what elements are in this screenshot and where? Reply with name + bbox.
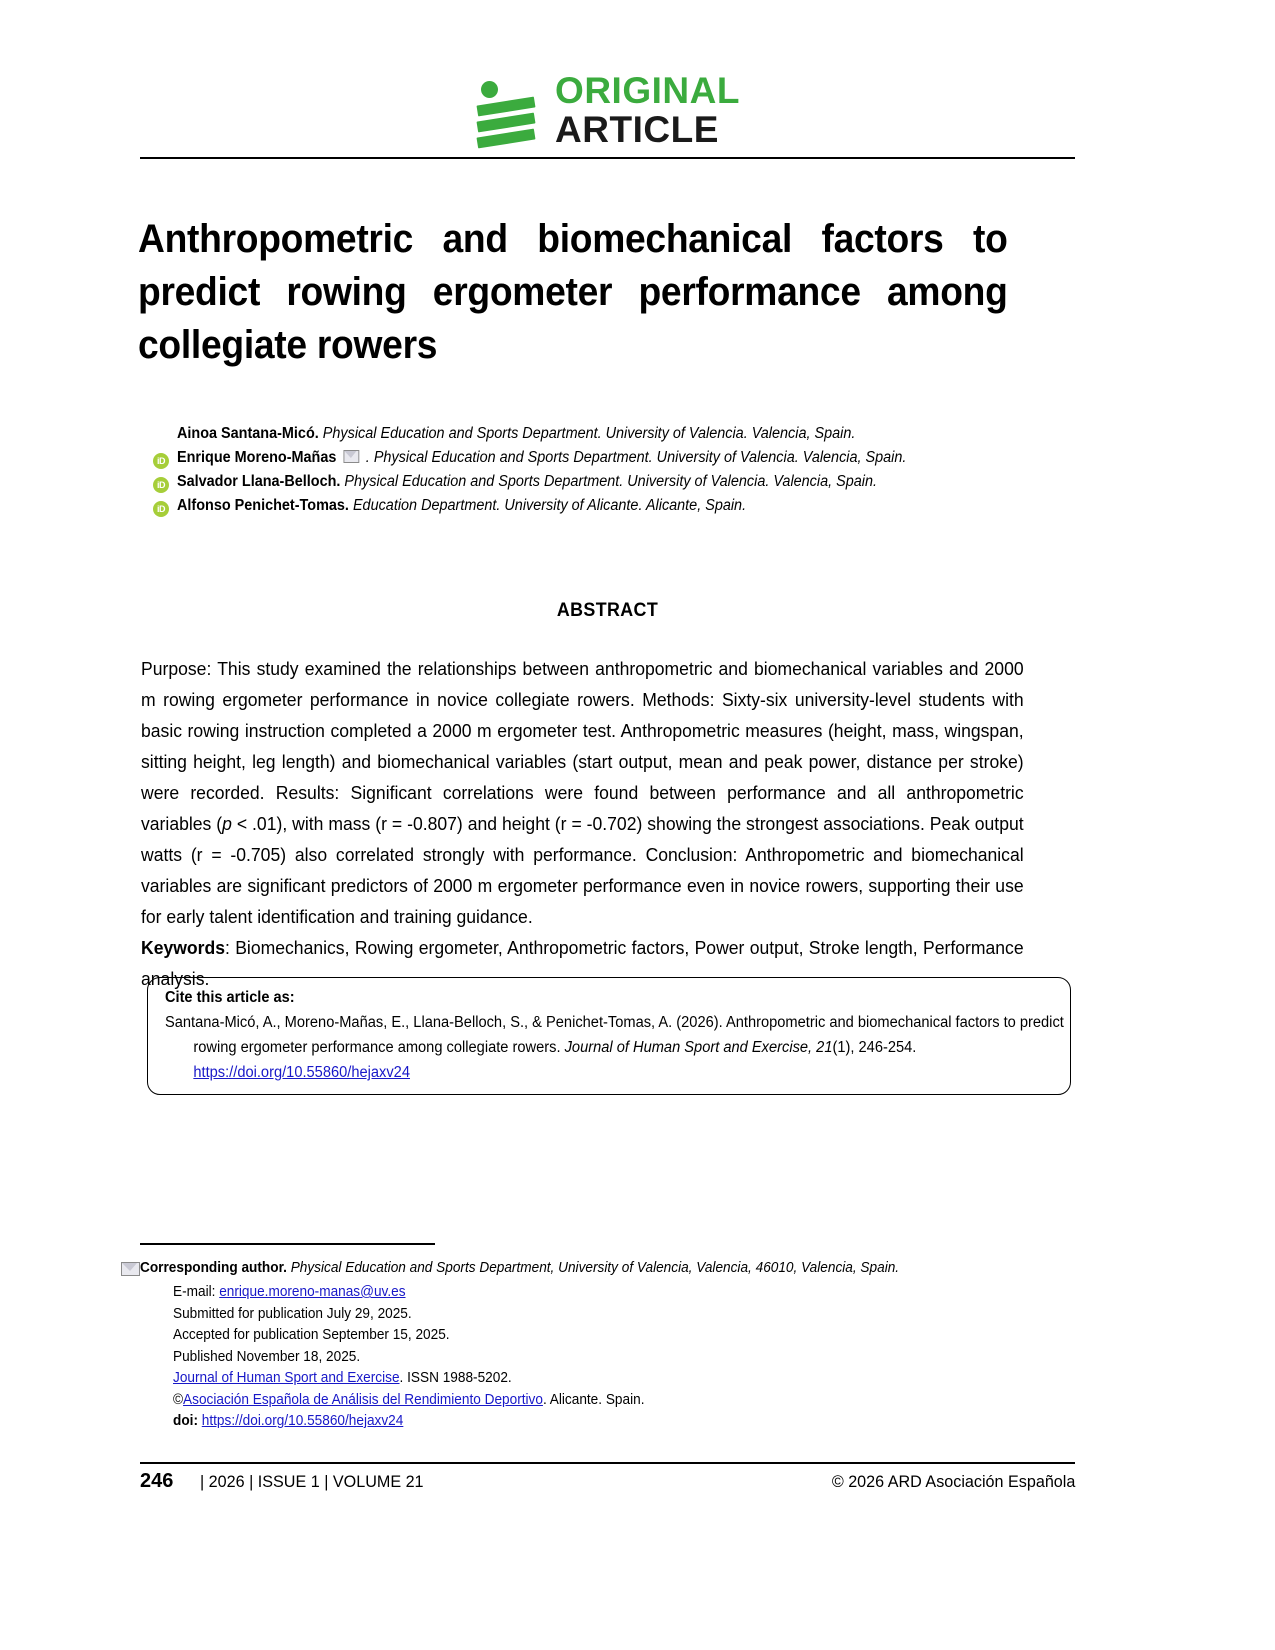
author-affiliation: Physical Education and Sports Department. University of Valencia. Valencia, Spain. (322, 425, 856, 442)
orcid-icon[interactable]: iD (153, 453, 169, 469)
footnote-accepted-line: Accepted for publication September 15, 2025. (173, 1327, 450, 1343)
page-number: 246 (140, 1470, 174, 1492)
abstract-italic-p: p (222, 813, 232, 834)
author-affiliation: Physical Education and Sports Department. University of Valencia. Valencia, Spain. (344, 473, 877, 490)
issue-info: | 2026 | ISSUE 1 | VOLUME 21 (200, 1472, 424, 1491)
masthead (140, 62, 1075, 157)
author-row (145, 425, 1075, 448)
abstract-part-2: < .01), with mass (r = -0.807) and height (r = -0.702) showing the strongest associations. Peak output watts (r = -0.705) also correlated strongly with performance. Conclusion: Anthropometric and biomechanical variables are significant predictors of 2000 m ergometer performance even in novice rowers, supporting their use for early talent identification and training guidance. (141, 813, 1024, 927)
masthead-wordmark (555, 69, 740, 150)
author-name: Salvador Llana-Belloch. (177, 473, 341, 490)
footer-copyright: © 2026 ARD Asociación Española (831, 1472, 1075, 1491)
page-title: Anthropometric and biomechanical factors to predict rowing ergometer performance among collegiate rowers (138, 217, 1008, 367)
footer-divider (140, 1462, 1075, 1464)
author-text (177, 449, 906, 467)
author-name: Alfonso Penichet-Tomas. (177, 497, 349, 514)
author-list (145, 425, 1075, 521)
masthead-divider (140, 157, 1075, 159)
author-row (145, 473, 1075, 496)
footnote-journal-line (173, 1368, 1014, 1390)
journal-issn: . ISSN 1988-5202. (399, 1370, 512, 1386)
cite-box-reference (165, 1010, 1086, 1085)
author-text (177, 425, 855, 443)
envelope-icon-slot (118, 1258, 140, 1282)
publisher-location: . Alicante. Spain. (542, 1391, 645, 1408)
footnote-submitted-line: Submitted for publication July 29, 2025. (173, 1305, 412, 1322)
email-link[interactable]: enrique.moreno-manas@uv.es (219, 1284, 406, 1300)
abstract-heading: ABSTRACT (556, 600, 659, 621)
orcid-slot (145, 453, 177, 469)
keywords-label: Keywords (141, 937, 225, 958)
email-label: E-mail: (173, 1284, 220, 1300)
orcid-slot (145, 477, 177, 493)
cite-doi-link[interactable]: https://doi.org/10.55860/hejaxv24 (193, 1064, 410, 1081)
masthead-word-article: ARTICLE (555, 108, 719, 150)
envelope-icon[interactable] (343, 450, 359, 463)
corresponding-author-line (118, 1258, 1068, 1282)
author-text (177, 497, 746, 515)
footnote-publisher-line (173, 1390, 1014, 1412)
abstract-part-1: Purpose: This study examined the relationships between anthropometric and biomechanical variables and 2000 m rowing ergometer performance in novice collegiate rowers. Methods: Sixty-six university-level students with basic rowing instruction completed a 2000 m ergometer test. Anthropometric measures (height, mass, wingspan, sitting height, leg length) and biomechanical variables (start output, mean and peak power, distance per stroke) were recorded. Results: Significant correlations were found between performance and all anthropometric variables ( (141, 658, 1024, 834)
corresponding-author-label: Corresponding author. (140, 1260, 287, 1276)
author-affiliation: Education Department. University of Alicante. Alicante, Spain. (352, 497, 747, 514)
cite-box-title: Cite this article as: (165, 989, 295, 1006)
journal-link[interactable]: Journal of Human Sport and Exercise (173, 1370, 400, 1386)
orcid-icon[interactable]: iD (153, 501, 169, 517)
cite-authors-and-title: Santana-Micó, A., Moreno-Mañas, E., Llana-Belloch, S., & Penichet-Tomas, A. (2026). Anthropometric and biomechanical factors to predict rowing ergometer performance among collegiate rowers. (165, 1014, 1064, 1056)
footnote-divider (140, 1243, 435, 1245)
footnote-email-line (173, 1282, 1014, 1304)
footnote-block (118, 1258, 1068, 1433)
footnote-detail-lines (173, 1282, 1068, 1433)
page-footer (140, 1470, 1075, 1493)
author-affiliation: . Physical Education and Sports Department. University of Valencia. Valencia, Spain. (365, 449, 907, 466)
author-text (177, 473, 877, 491)
envelope-icon (121, 1262, 140, 1276)
footnote-doi-line (173, 1411, 1014, 1433)
cite-journal-name: Journal of Human Sport and Exercise, 21 (564, 1039, 833, 1056)
author-row (145, 449, 1075, 472)
corresponding-author-text (140, 1258, 899, 1279)
cite-this-article-box (147, 977, 1071, 1095)
corresponding-author-affiliation: Physical Education and Sports Department, University of Valencia, Valencia, 46010, Valencia, Spain. (286, 1260, 900, 1276)
abstract-body (141, 653, 1024, 994)
original-article-logo-icon (475, 79, 537, 141)
masthead-word-original: ORIGINAL (555, 69, 740, 111)
footnote-doi-link[interactable]: https://doi.org/10.55860/hejaxv24 (201, 1413, 404, 1429)
orcid-icon[interactable]: iD (153, 477, 169, 493)
author-name: Ainoa Santana-Micó. (177, 425, 319, 442)
orcid-slot (145, 501, 177, 517)
cite-issue-pages: (1), 246-254. (832, 1039, 917, 1056)
footnote-published-line: Published November 18, 2025. (173, 1348, 361, 1365)
copyright-symbol: © (173, 1391, 184, 1408)
author-name: Enrique Moreno-Mañas (177, 449, 337, 466)
author-row (145, 497, 1075, 520)
doi-label: doi: (173, 1413, 202, 1429)
publisher-link[interactable]: Asociación Española de Análisis del Rendimiento Deportivo (183, 1391, 543, 1408)
masthead-inner (475, 69, 740, 150)
keywords-text: : Biomechanics, Rowing ergometer, Anthropometric factors, Power output, Stroke length, Performance analysis. (141, 937, 1024, 989)
